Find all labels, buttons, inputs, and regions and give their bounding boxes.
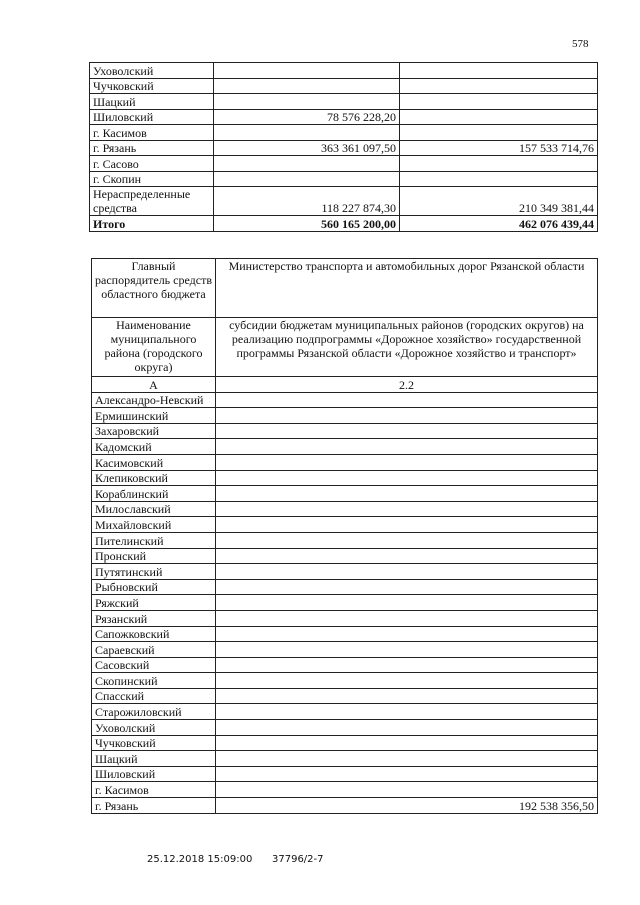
district-name: Ряжский: [92, 595, 216, 611]
district-name: Ермишинский: [92, 408, 216, 424]
district-name: Шацкий: [90, 94, 214, 110]
amount-col2: [400, 156, 598, 172]
table-row: [90, 109, 598, 125]
table-row: [92, 673, 598, 689]
table-row: [92, 564, 598, 580]
table-row: [92, 486, 598, 502]
table-row: [92, 642, 598, 658]
table-row: [90, 171, 598, 187]
amount-col1: [214, 125, 400, 141]
table-row: [90, 63, 598, 79]
footer-code: 37796/2-7: [272, 854, 324, 865]
district-name: Захаровский: [92, 423, 216, 439]
subsidy-amount: [216, 454, 598, 470]
amount-col2: 157 533 714,76: [400, 140, 598, 156]
subsidy-table-body: [92, 259, 598, 814]
table-row: [92, 532, 598, 548]
district-name: Скопинский: [92, 673, 216, 689]
page-number: 578: [572, 38, 589, 50]
district-name: Шиловский: [90, 109, 214, 125]
subsidy-amount: 192 538 356,50: [216, 798, 598, 814]
district-name: Рыбновский: [92, 579, 216, 595]
table-row: [90, 156, 598, 172]
district-name: Сасовский: [92, 657, 216, 673]
budget-table-continued: [89, 62, 598, 232]
subsidy-amount: [216, 657, 598, 673]
table-row: [92, 423, 598, 439]
subsidy-amount: [216, 673, 598, 689]
amount-col1: 363 361 097,50: [214, 140, 400, 156]
header-ministry-name: Министерство транспорта и автомобильных дорог Рязанской области: [216, 259, 598, 318]
amount-col2: [400, 171, 598, 187]
subsidy-amount: [216, 486, 598, 502]
district-name: Уховолский: [90, 63, 214, 79]
table-row: [92, 470, 598, 486]
table-row: [90, 94, 598, 110]
column-letter-2-2: 2.2: [216, 377, 598, 393]
district-name: Клепиковский: [92, 470, 216, 486]
subsidy-amount: [216, 595, 598, 611]
table-row: [92, 798, 598, 814]
table-row: [92, 595, 598, 611]
table-row: [92, 657, 598, 673]
amount-col1: [214, 171, 400, 187]
subsidy-amount: [216, 688, 598, 704]
amount-col1: [214, 156, 400, 172]
subsidy-amount: [216, 392, 598, 408]
table-row: [92, 610, 598, 626]
budget-table-body: [90, 63, 598, 232]
table-row: [92, 517, 598, 533]
amount-col1: [214, 63, 400, 79]
district-name: Сапожковский: [92, 626, 216, 642]
table-row: [90, 140, 598, 156]
district-name: Шацкий: [92, 751, 216, 767]
district-name: г. Рязань: [90, 140, 214, 156]
district-name: Милославский: [92, 501, 216, 517]
district-name: Чучковский: [92, 735, 216, 751]
subsidy-amount: [216, 766, 598, 782]
amount-col2: 210 349 381,44: [400, 187, 598, 216]
subsidy-amount: [216, 532, 598, 548]
subsidy-table: [91, 258, 598, 814]
footer-date: 25.12.2018 15:09:00: [147, 854, 253, 865]
header-subsidy-description: субсидии бюджетам муниципальных районов (городских округов) на реализацию подпрограммы «Дорожное хозяйство» государственной программы Рязанской области «Дорожное хозяйство и транспорт»: [216, 318, 598, 377]
district-name: Михайловский: [92, 517, 216, 533]
column-letter-a: А: [92, 377, 216, 393]
table-row: [92, 392, 598, 408]
subsidy-amount: [216, 564, 598, 580]
table-row: [92, 439, 598, 455]
amount-col2: [400, 94, 598, 110]
table-row: [92, 626, 598, 642]
district-name: Спасский: [92, 688, 216, 704]
table-row: [92, 766, 598, 782]
district-name: Александро-Невский: [92, 392, 216, 408]
subsidy-amount: [216, 408, 598, 424]
subsidy-amount: [216, 517, 598, 533]
table-row: [92, 548, 598, 564]
district-name: г. Касимов: [90, 125, 214, 141]
amount-col1: [214, 94, 400, 110]
amount-col2: [400, 125, 598, 141]
header-row-distributor: [92, 259, 598, 318]
amount-col1: 78 576 228,20: [214, 109, 400, 125]
subsidy-amount: [216, 610, 598, 626]
table-row: [90, 187, 598, 216]
subsidy-amount: [216, 720, 598, 736]
total-amount-col2: 462 076 439,44: [400, 216, 598, 232]
table-row: [92, 688, 598, 704]
subsidy-amount: [216, 626, 598, 642]
district-name: г. Касимов: [92, 782, 216, 798]
subsidy-amount: [216, 782, 598, 798]
amount-col2: [400, 78, 598, 94]
subsidy-amount: [216, 704, 598, 720]
amount-col1: [214, 78, 400, 94]
district-name: Нераспределенные средства: [90, 187, 214, 216]
district-name: Пителинский: [92, 532, 216, 548]
total-amount-col1: 560 165 200,00: [214, 216, 400, 232]
subsidy-amount: [216, 439, 598, 455]
district-name: Кораблинский: [92, 486, 216, 502]
district-name: Старожиловский: [92, 704, 216, 720]
subsidy-amount: [216, 751, 598, 767]
subsidy-amount: [216, 501, 598, 517]
district-name: Сараевский: [92, 642, 216, 658]
district-name: Чучковский: [90, 78, 214, 94]
district-name: Путятинский: [92, 564, 216, 580]
table-row: [92, 501, 598, 517]
district-name: Шиловский: [92, 766, 216, 782]
district-name: Кадомский: [92, 439, 216, 455]
district-name: Уховолский: [92, 720, 216, 736]
amount-col2: [400, 63, 598, 79]
table-row: [92, 782, 598, 798]
table-row: [92, 408, 598, 424]
amount-col1: 118 227 874,30: [214, 187, 400, 216]
district-name: г. Сасово: [90, 156, 214, 172]
subsidy-amount: [216, 423, 598, 439]
subsidy-amount: [216, 579, 598, 595]
table-row: [92, 751, 598, 767]
table-row: [92, 704, 598, 720]
table-row: [92, 454, 598, 470]
district-name: Касимовский: [92, 454, 216, 470]
district-name: Пронский: [92, 548, 216, 564]
table-row: [90, 125, 598, 141]
total-row: [90, 216, 598, 232]
header-row-name: [92, 318, 598, 377]
total-label: Итого: [90, 216, 214, 232]
subsidy-amount: [216, 735, 598, 751]
district-name: г. Рязань: [92, 798, 216, 814]
subsidy-amount: [216, 642, 598, 658]
column-letter-row: [92, 377, 598, 393]
subsidy-amount: [216, 548, 598, 564]
district-name: Рязанский: [92, 610, 216, 626]
table-row: [92, 735, 598, 751]
table-row: [92, 720, 598, 736]
header-district-label: Наименование муниципального района (городского округа): [92, 318, 216, 377]
subsidy-amount: [216, 470, 598, 486]
table-row: [90, 78, 598, 94]
amount-col2: [400, 109, 598, 125]
table-row: [92, 579, 598, 595]
header-distributor-label: Главный распорядитель средств областного бюджета: [92, 259, 216, 318]
district-name: г. Скопин: [90, 171, 214, 187]
